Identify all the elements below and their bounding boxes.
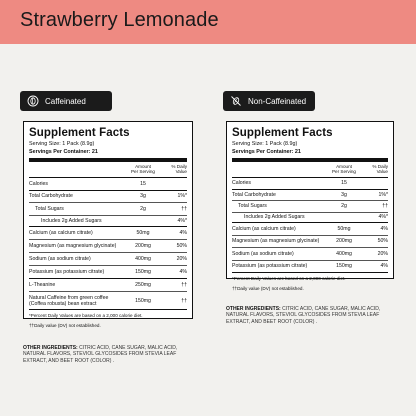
supplement-facts-title: Supplement Facts <box>232 127 333 139</box>
nutrient-dv: 4% <box>380 263 388 270</box>
nutrient-dv: 1%* <box>177 193 187 200</box>
no-coffee-bean-icon <box>230 95 242 107</box>
nutrient-row <box>232 201 388 213</box>
footnote-dv: *Percent Daily Values are based on a 2,000 calorie diet. <box>29 313 143 318</box>
amount-header: Amount <box>135 163 151 169</box>
nutrient-row <box>29 266 187 279</box>
nutrient-amount: 400mg <box>336 250 352 257</box>
nutrient-row <box>232 178 388 190</box>
nutrient-label: Sodium (as sodium citrate) <box>232 250 294 257</box>
nutrient-dv: 4%* <box>378 214 388 221</box>
nutrient-dv: 4% <box>179 230 187 236</box>
nutrient-label <box>29 295 125 307</box>
nutrient-label: Total Carbohydrate <box>29 193 73 200</box>
amount-header-sub: Per Serving <box>331 169 356 174</box>
nutrient-amount: 3g <box>341 191 347 198</box>
nutrient-label: Calcium (as calcium citrate) <box>29 230 93 236</box>
nutrient-row <box>29 191 187 204</box>
nutrient-dv: †† <box>382 203 388 210</box>
serving-size: Serving Size: 1 Pack (8.9g) <box>29 141 95 147</box>
nutrient-row <box>29 253 187 266</box>
nutrient-dv: 20% <box>176 256 187 262</box>
caffeinated-label: Caffeinated <box>45 96 86 106</box>
nutrient-amount: 200mg <box>336 238 352 245</box>
nutrient-label: Magnesium (as magnesium glycinate) <box>232 238 320 245</box>
nutrient-label: Includes 2g Added Sugars <box>244 214 305 221</box>
nutrient-row <box>29 279 187 292</box>
page-title: Strawberry Lemonade <box>20 9 219 31</box>
nutrient-amount: 15 <box>140 180 146 187</box>
nutrient-row <box>29 240 187 253</box>
ingredients-heading: OTHER INGREDIENTS: <box>23 345 78 351</box>
nutrient-amount: 2g <box>140 205 146 212</box>
nutrient-label-line2: (Coffea robusta) bean extract <box>29 300 97 307</box>
nutrient-row <box>232 248 388 261</box>
nutrient-label: Magnesium (as magnesium glycinate) <box>29 243 117 249</box>
nutrient-dv: 1%* <box>378 191 388 198</box>
nutrient-amount: 150mg <box>135 297 151 304</box>
nutrient-row <box>29 178 187 191</box>
nutrient-label: Total Sugars <box>238 203 267 210</box>
nutrient-label: Includes 2g Added Sugars <box>41 217 102 224</box>
nutrient-amount: 400mg <box>135 256 151 262</box>
column-header <box>232 162 388 178</box>
servings-per-container: Servings Per Container: 21 <box>232 149 301 155</box>
servings-per-container: Servings Per Container: 21 <box>29 149 98 155</box>
nutrient-label: Potassium (as potassium citrate) <box>29 269 105 275</box>
nutrient-label: Sodium (as sodium citrate) <box>29 256 91 262</box>
nutrient-amount: 200mg <box>135 243 151 249</box>
nutrient-row <box>29 203 187 216</box>
supplement-facts-panel-caffeinated <box>23 121 193 328</box>
nutrient-row <box>232 213 388 224</box>
nutrient-row <box>29 216 187 228</box>
other-ingredients-non-caffeinated <box>226 306 396 325</box>
nutrient-amount: 150mg <box>135 269 151 275</box>
nutrient-dv: 4%* <box>177 217 187 224</box>
nutrient-dv: †† <box>181 205 187 212</box>
nutrient-row <box>232 190 388 202</box>
nutrient-row <box>29 292 187 310</box>
nutrient-amount: 150mg <box>336 263 352 270</box>
nutrient-label: Calories <box>232 180 252 186</box>
nutrient-dv: 20% <box>377 250 388 257</box>
nutrient-amount: 50mg <box>337 225 351 232</box>
daily-value-header: % Daily <box>372 163 388 169</box>
ingredients-heading: OTHER INGREDIENTS: <box>226 306 281 312</box>
header-banner <box>0 0 416 44</box>
daily-value-header: % Daily <box>171 163 187 169</box>
nutrient-amount: 2g <box>341 203 347 210</box>
footnote-not-established: ††Daily value (DV) not established. <box>232 286 304 291</box>
column-header <box>29 162 187 178</box>
nutrient-amount: 250mg <box>135 282 151 288</box>
nutrient-amount: 3g <box>140 193 146 200</box>
non-caffeinated-label: Non-Caffeinated <box>248 96 307 106</box>
nutrient-row <box>29 227 187 240</box>
caffeinated-badge <box>20 91 112 111</box>
other-ingredients-caffeinated <box>23 345 195 364</box>
ingredients-text: CITRIC ACID, CANE SUGAR, MALIC ACID, NATURAL FLAVORS, STEVIOL GLYCOSIDES FROM STEVIA LEAF EXTRACT, AND BEET ROOT (COLOR) . <box>23 345 178 364</box>
nutrient-dv: †† <box>181 297 187 304</box>
daily-value-header-sub: Value <box>175 169 187 174</box>
ingredients-text: CITRIC ACID, CANE SUGAR, MALIC ACID, NATURAL FLAVORS, STEVIOL GLYCOSIDES FROM STEVIA LEAF EXTRACT, AND BEET ROOT (COLOR) . <box>226 306 381 325</box>
nutrient-row <box>232 261 388 274</box>
non-caffeinated-badge <box>223 91 315 111</box>
supplement-facts-title: Supplement Facts <box>29 127 130 139</box>
nutrient-amount: 15 <box>341 180 347 186</box>
serving-size: Serving Size: 1 Pack (8.9g) <box>232 141 298 147</box>
nutrient-dv: 50% <box>176 243 187 249</box>
nutrient-dv: 4% <box>380 225 388 232</box>
supplement-facts-panel-non-caffeinated <box>226 121 394 291</box>
nutrient-label: Total Sugars <box>35 205 64 212</box>
nutrient-label: Calories <box>29 180 49 187</box>
daily-value-header-sub: Value <box>376 169 388 174</box>
nutrient-label: Potassium (as potassium citrate) <box>232 263 308 270</box>
nutrient-label: L-Theanine <box>29 282 56 288</box>
nutrient-amount: 50mg <box>136 230 150 236</box>
nutrient-row <box>232 223 388 236</box>
nutrient-dv: 50% <box>377 238 388 245</box>
nutrient-label: Calcium (as calcium citrate) <box>232 225 296 232</box>
nutrient-dv: †† <box>181 282 187 288</box>
amount-header: Amount <box>336 163 352 169</box>
coffee-bean-icon <box>27 95 39 107</box>
nutrient-label: Total Carbohydrate <box>232 191 276 198</box>
nutrient-dv: 4% <box>179 269 187 275</box>
footnote-dv: *Percent Daily Values are based on a 2,000 calorie diet. <box>232 276 346 281</box>
amount-header-sub: Per Serving <box>130 169 155 174</box>
footnote-not-established: ††Daily value (DV) not established. <box>29 323 101 328</box>
nutrient-row <box>232 236 388 249</box>
nutrient-label-line1: Natural Caffeine from green coffee <box>29 294 109 301</box>
